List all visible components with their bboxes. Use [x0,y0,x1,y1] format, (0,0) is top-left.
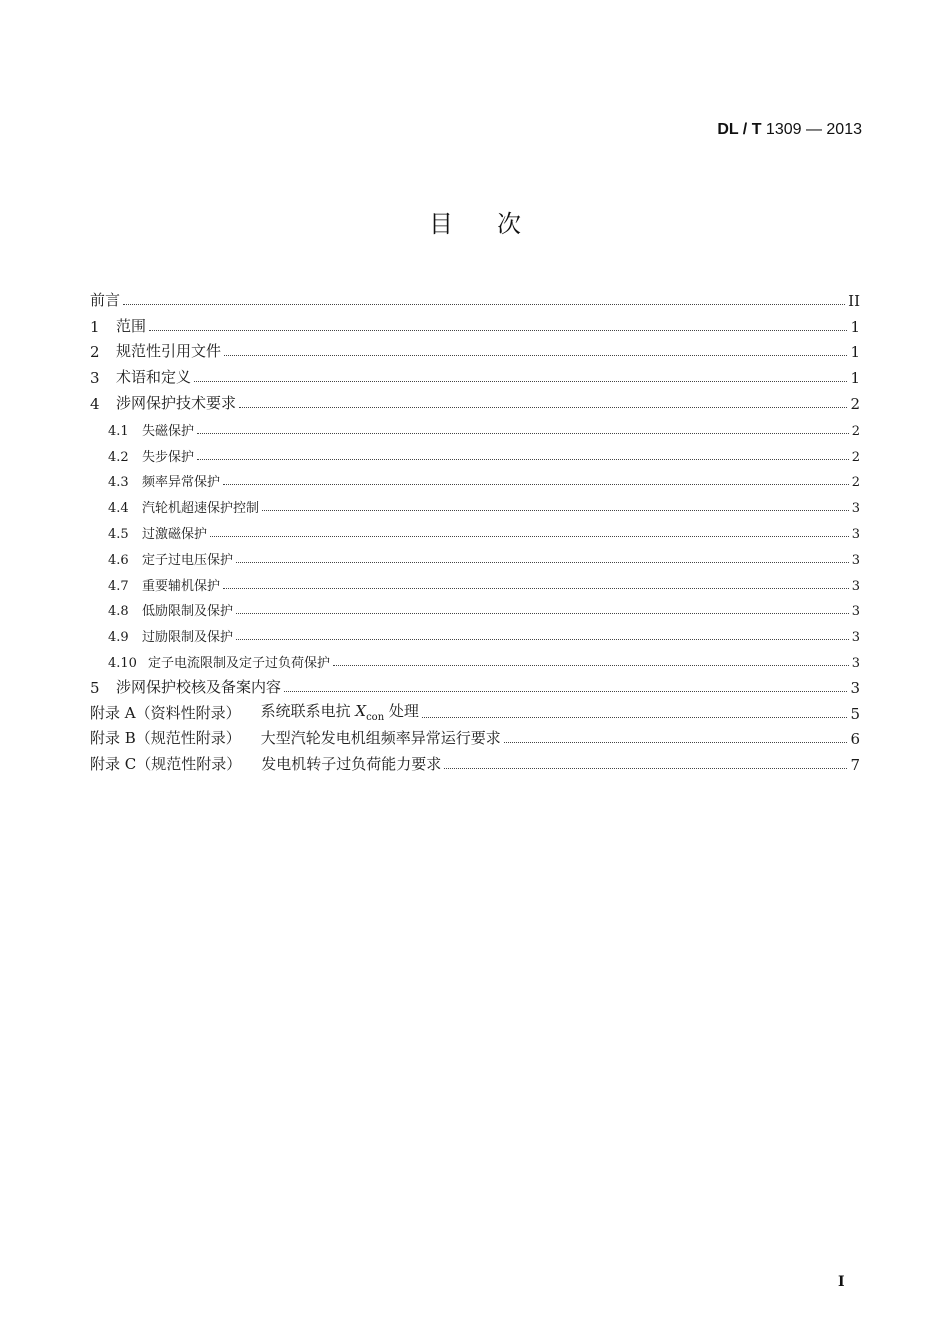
toc-leader [224,355,847,356]
appendix-title: 发电机转子过负荷能力要求 [261,755,442,774]
toc-entry-title: 失磁保护 [142,423,195,439]
toc-entry-4-9[interactable] [90,619,860,645]
toc-entry-title: 低励限制及保护 [142,604,234,620]
toc-entry-page: 3 [851,578,860,594]
toc-entry-title: 频率异常保护 [142,475,221,491]
toc-entry-page: 2 [850,394,860,413]
toc-entry-title: 定子过电压保护 [142,552,234,568]
toc-entry-4-3[interactable] [90,465,860,491]
appendix-title: 大型汽轮发电机组频率异常运行要求 [260,729,501,748]
toc-leader [262,510,849,511]
toc-entry-page: 2 [851,475,860,491]
toc-leader [504,742,848,743]
toc-entry-number: 4.2 [108,449,129,465]
toc-entry-page: 3 [850,678,860,697]
toc-leader [210,536,849,537]
toc-entry-title: 汽轮机超速保护控制 [142,501,260,517]
toc-entry-page: 3 [851,501,860,517]
toc-entry-4-8[interactable] [90,594,860,620]
toc-entry-title: 重要辅机保护 [142,578,221,594]
toc-entry-1[interactable] [90,310,860,336]
toc-entry-title: 术语和定义 [116,368,192,387]
toc-entry-number: 4.10 [108,655,137,671]
toc-entry-title: 涉网保护技术要求 [116,393,237,412]
toc-leader [223,588,849,589]
toc-entry-number: 4.5 [108,526,129,542]
toc-entry-number: 3 [90,369,100,388]
toc-entry-number: 4.9 [108,630,129,646]
toc-entry-page: 3 [851,604,860,620]
toc-entry-title: 过励限制及保护 [142,630,234,646]
toc-leader [239,407,847,408]
toc-entry-page: 3 [851,655,860,671]
toc-entry-number: 1 [90,317,100,336]
toc-entry-2[interactable] [90,336,860,362]
toc-entry-number: 4.1 [108,423,129,439]
toc-entry-number: 2 [90,343,100,362]
toc-leader [123,304,845,305]
toc-entry-4-6[interactable] [90,542,860,568]
table-of-contents [90,284,860,774]
appendix-label: 附录 B（规范性附录） [90,729,241,748]
toc-entry-4-1[interactable] [90,413,860,439]
toc-leader [194,381,847,382]
document-code-number: 1309 — 2013 [765,121,862,138]
toc-leader [422,717,848,718]
toc-entry-page: 1 [850,317,860,336]
toc-entry-title: 范围 [116,316,147,335]
toc-entry-page: 5 [850,704,860,723]
toc-entry-number: 4.3 [108,475,129,491]
toc-entry-page: 3 [851,552,860,568]
appendix-title-part: 系统联系电抗 [260,701,356,720]
toc-entry-5[interactable] [90,671,860,697]
toc-entry-page: 6 [850,730,860,749]
appendix-title-part: 处理 [384,701,419,720]
toc-entry-number: 4.7 [108,578,129,594]
toc-entry-appendix-c[interactable] [90,748,860,774]
toc-entry-appendix-a[interactable] [90,697,860,723]
toc-leader [236,613,849,614]
toc-entry-number: 4.6 [108,552,129,568]
toc-leader [149,330,847,331]
appendix-label: 附录 C（规范性附录） [90,755,242,774]
toc-entry-page: II [848,291,860,310]
toc-leader [284,691,847,692]
toc-leader [444,768,847,769]
toc-entry-page: 1 [850,369,860,388]
toc-leader [333,665,849,666]
document-code-prefix: DL / T [717,121,762,138]
toc-entry-page: 2 [851,423,860,439]
toc-entry-number: 4.4 [108,501,129,517]
toc-entry-title: 定子电流限制及定子过负荷保护 [148,655,331,671]
toc-entry-page: 7 [850,756,860,775]
toc-entry-preface[interactable] [90,284,860,310]
reactance-subscript: con [366,711,385,723]
toc-entry-title: 前言 [90,290,121,309]
toc-leader [223,484,849,485]
toc-entry-4[interactable] [90,387,860,413]
toc-leader [197,433,849,434]
toc-entry-title: 涉网保护校核及备案内容 [116,677,282,696]
page-number: I [838,1274,845,1290]
toc-entry-3[interactable] [90,361,860,387]
toc-entry-4-2[interactable] [90,439,860,465]
toc-entry-page: 3 [851,526,860,542]
toc-leader [236,562,849,563]
appendix-title [261,700,419,723]
toc-entry-4-7[interactable] [90,568,860,594]
toc-entry-page: 2 [851,449,860,465]
toc-leader [236,639,849,640]
toc-entry-number: 5 [90,678,100,697]
reactance-symbol: X [355,701,367,720]
toc-title: 目次 [429,210,565,238]
toc-entry-title: 失步保护 [142,449,195,465]
appendix-label: 附录 A（资料性附录） [90,703,241,722]
toc-entry-4-5[interactable] [90,516,860,542]
toc-entry-number: 4.8 [108,604,129,620]
toc-entry-4-10[interactable] [90,645,860,671]
toc-entry-appendix-b[interactable] [90,723,860,749]
toc-entry-page: 3 [851,630,860,646]
toc-entry-title: 规范性引用文件 [116,342,222,361]
toc-entry-4-4[interactable] [90,490,860,516]
toc-entry-title: 过激磁保护 [142,526,208,542]
toc-entry-page: 1 [850,343,860,362]
document-code [717,121,862,139]
toc-leader [197,459,849,460]
toc-entry-number: 4 [90,394,100,413]
